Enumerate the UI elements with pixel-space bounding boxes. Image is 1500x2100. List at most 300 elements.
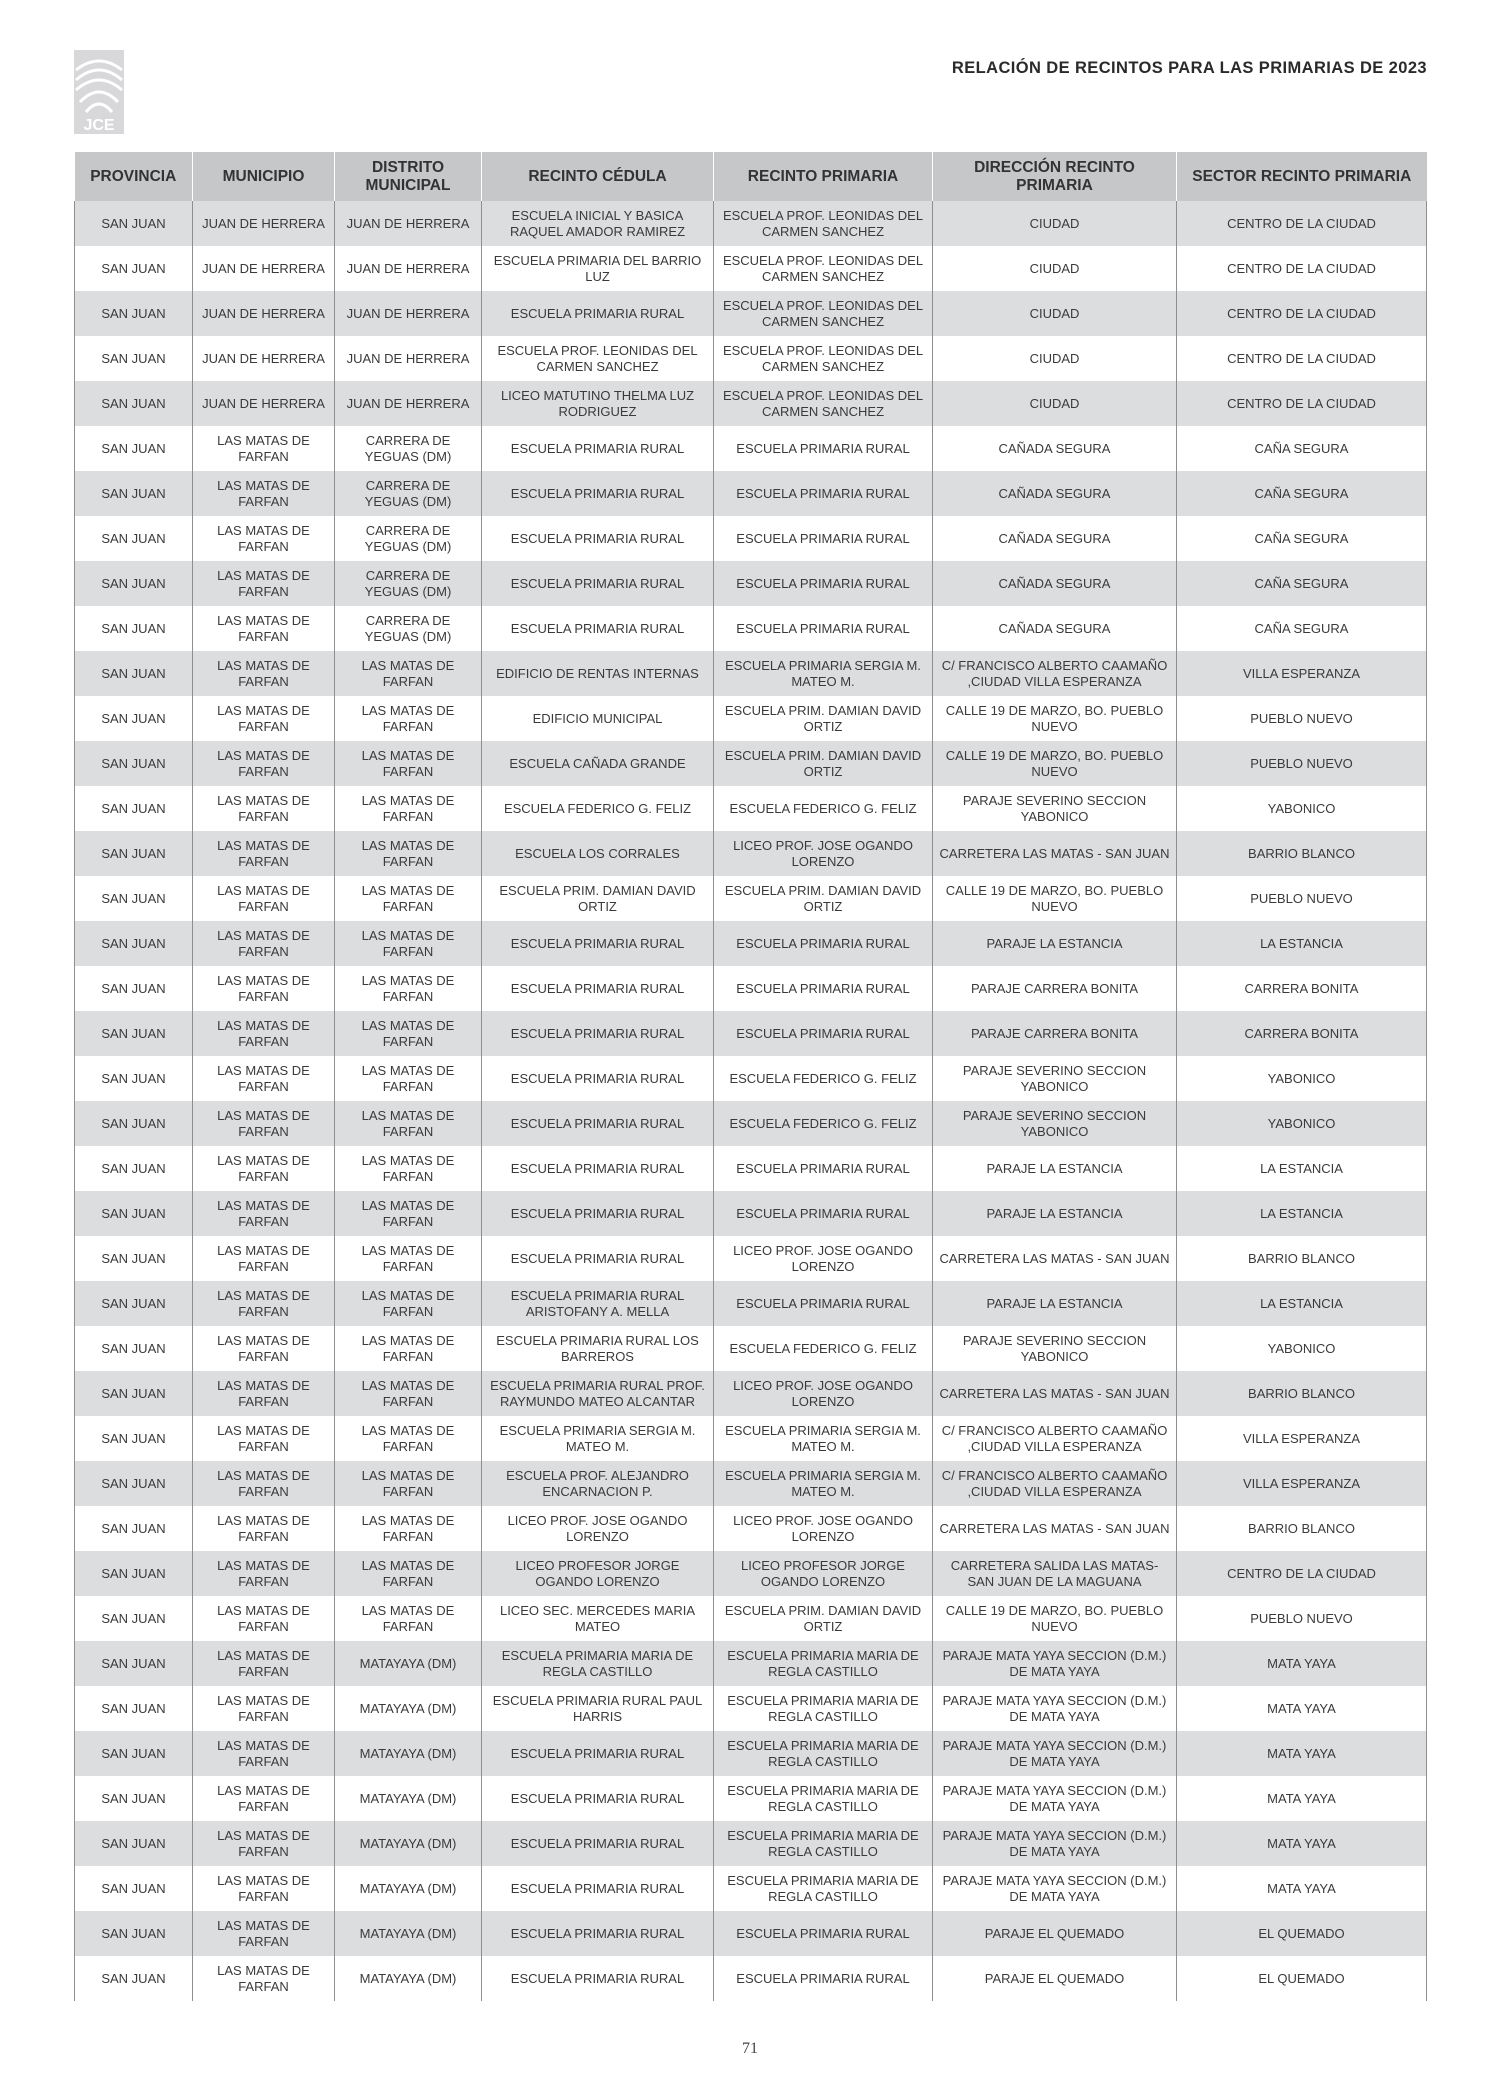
table-cell-provincia: SAN JUAN [75, 921, 193, 966]
table-cell-sector-recinto-primaria: VILLA ESPERANZA [1177, 1461, 1427, 1506]
table-cell-municipio: LAS MATAS DE FARFAN [193, 1236, 335, 1281]
table-row [75, 1146, 1427, 1191]
header-row [75, 152, 1427, 201]
table-cell-municipio: LAS MATAS DE FARFAN [193, 1506, 335, 1551]
table-row [75, 291, 1427, 336]
table-cell-sector-recinto-primaria: MATA YAYA [1177, 1641, 1427, 1686]
table-cell-distrito-municipal: LAS MATAS DE FARFAN [335, 1416, 482, 1461]
table-cell-recinto-primaria: ESCUELA PRIMARIA MARIA DE REGLA CASTILLO [714, 1866, 933, 1911]
table-row [75, 516, 1427, 561]
table-cell-municipio: LAS MATAS DE FARFAN [193, 1056, 335, 1101]
table-row [75, 336, 1427, 381]
table-cell-municipio: JUAN DE HERRERA [193, 291, 335, 336]
table-cell-provincia: SAN JUAN [75, 1011, 193, 1056]
table-cell-provincia: SAN JUAN [75, 1821, 193, 1866]
table-cell-sector-recinto-primaria: MATA YAYA [1177, 1866, 1427, 1911]
table-cell-sector-recinto-primaria: PUEBLO NUEVO [1177, 876, 1427, 921]
table-row [75, 471, 1427, 516]
table-cell-distrito-municipal: JUAN DE HERRERA [335, 201, 482, 246]
table-cell-provincia: SAN JUAN [75, 1461, 193, 1506]
table-cell-recinto-cedula: ESCUELA PRIMARIA RURAL [482, 561, 714, 606]
table-cell-recinto-cedula: ESCUELA PRIMARIA RURAL [482, 1911, 714, 1956]
table-cell-distrito-municipal: CARRERA DE YEGUAS (DM) [335, 561, 482, 606]
table-cell-distrito-municipal: LAS MATAS DE FARFAN [335, 1011, 482, 1056]
table-cell-direccion-recinto-primaria: PARAJE CARRERA BONITA [933, 966, 1177, 1011]
table-cell-recinto-primaria: ESCUELA PRIMARIA RURAL [714, 606, 933, 651]
table-cell-sector-recinto-primaria: MATA YAYA [1177, 1776, 1427, 1821]
table-cell-recinto-primaria: ESCUELA FEDERICO G. FELIZ [714, 1056, 933, 1101]
table-cell-municipio: LAS MATAS DE FARFAN [193, 1911, 335, 1956]
table-row [75, 696, 1427, 741]
table-cell-recinto-primaria: LICEO PROF. JOSE OGANDO LORENZO [714, 1506, 933, 1551]
table-cell-sector-recinto-primaria: LA ESTANCIA [1177, 1146, 1427, 1191]
table-cell-distrito-municipal: MATAYAYA (DM) [335, 1866, 482, 1911]
table-row [75, 1866, 1427, 1911]
table-cell-recinto-cedula: ESCUELA PRIMARIA RURAL [482, 291, 714, 336]
table-row [75, 651, 1427, 696]
table-row [75, 561, 1427, 606]
table-cell-distrito-municipal: MATAYAYA (DM) [335, 1641, 482, 1686]
table-cell-distrito-municipal: MATAYAYA (DM) [335, 1731, 482, 1776]
table-cell-sector-recinto-primaria: CAÑA SEGURA [1177, 426, 1427, 471]
table-cell-distrito-municipal: CARRERA DE YEGUAS (DM) [335, 426, 482, 471]
table-cell-municipio: LAS MATAS DE FARFAN [193, 471, 335, 516]
table-row [75, 1011, 1427, 1056]
table-cell-direccion-recinto-primaria: PARAJE SEVERINO SECCION YABONICO [933, 1056, 1177, 1101]
column-header-provincia: PROVINCIA [75, 152, 193, 201]
table-row [75, 1236, 1427, 1281]
table-cell-sector-recinto-primaria: YABONICO [1177, 1056, 1427, 1101]
table-cell-municipio: LAS MATAS DE FARFAN [193, 1686, 335, 1731]
table-cell-recinto-cedula: ESCUELA PRIMARIA RURAL [482, 1146, 714, 1191]
column-header-sector-recinto-primaria: SECTOR RECINTO PRIMARIA [1177, 152, 1427, 201]
table-cell-direccion-recinto-primaria: C/ FRANCISCO ALBERTO CAAMAÑO ,CIUDAD VILLA ESPERANZA [933, 1416, 1177, 1461]
table-cell-provincia: SAN JUAN [75, 516, 193, 561]
table-row [75, 1326, 1427, 1371]
table-cell-sector-recinto-primaria: CENTRO DE LA CIUDAD [1177, 381, 1427, 426]
table-cell-recinto-primaria: ESCUELA PRIMARIA RURAL [714, 1191, 933, 1236]
table-cell-sector-recinto-primaria: PUEBLO NUEVO [1177, 1596, 1427, 1641]
table-cell-direccion-recinto-primaria: CAÑADA SEGURA [933, 516, 1177, 561]
table-row [75, 426, 1427, 471]
table-cell-recinto-primaria: ESCUELA PRIM. DAMIAN DAVID ORTIZ [714, 696, 933, 741]
document-title: RELACIÓN DE RECINTOS PARA LAS PRIMARIAS DE 2023 [951, 59, 1427, 77]
table-row [75, 1686, 1427, 1731]
table-cell-sector-recinto-primaria: CAÑA SEGURA [1177, 471, 1427, 516]
table-cell-municipio: JUAN DE HERRERA [193, 201, 335, 246]
table-cell-municipio: JUAN DE HERRERA [193, 336, 335, 381]
table-row [75, 786, 1427, 831]
table-row [75, 1506, 1427, 1551]
table-cell-provincia: SAN JUAN [75, 426, 193, 471]
table-cell-recinto-primaria: ESCUELA PRIMARIA MARIA DE REGLA CASTILLO [714, 1776, 933, 1821]
jce-logo [74, 50, 124, 134]
table-cell-recinto-cedula: ESCUELA PRIM. DAMIAN DAVID ORTIZ [482, 876, 714, 921]
table-cell-recinto-primaria: LICEO PROF. JOSE OGANDO LORENZO [714, 1236, 933, 1281]
table-row [75, 966, 1427, 1011]
table-cell-recinto-cedula: ESCUELA PRIMARIA RURAL [482, 426, 714, 471]
table-cell-provincia: SAN JUAN [75, 1596, 193, 1641]
table-cell-recinto-primaria: LICEO PROF. JOSE OGANDO LORENZO [714, 831, 933, 876]
table-row [75, 1911, 1427, 1956]
table-cell-direccion-recinto-primaria: PARAJE MATA YAYA SECCION (D.M.) DE MATA YAYA [933, 1776, 1177, 1821]
table-cell-provincia: SAN JUAN [75, 1236, 193, 1281]
table-cell-recinto-primaria: ESCUELA PRIM. DAMIAN DAVID ORTIZ [714, 741, 933, 786]
table-cell-distrito-municipal: MATAYAYA (DM) [335, 1821, 482, 1866]
table-cell-recinto-primaria: ESCUELA PROF. LEONIDAS DEL CARMEN SANCHEZ [714, 291, 933, 336]
table-cell-direccion-recinto-primaria: PARAJE EL QUEMADO [933, 1911, 1177, 1956]
table-cell-distrito-municipal: LAS MATAS DE FARFAN [335, 1056, 482, 1101]
table-cell-recinto-primaria: ESCUELA PRIMARIA RURAL [714, 1911, 933, 1956]
table-cell-municipio: LAS MATAS DE FARFAN [193, 1731, 335, 1776]
table-cell-direccion-recinto-primaria: CIUDAD [933, 291, 1177, 336]
table-cell-direccion-recinto-primaria: PARAJE SEVERINO SECCION YABONICO [933, 1101, 1177, 1146]
table-cell-municipio: LAS MATAS DE FARFAN [193, 426, 335, 471]
table-cell-municipio: LAS MATAS DE FARFAN [193, 741, 335, 786]
table-cell-sector-recinto-primaria: MATA YAYA [1177, 1686, 1427, 1731]
table-cell-sector-recinto-primaria: LA ESTANCIA [1177, 1281, 1427, 1326]
page-number: 71 [742, 2040, 758, 2057]
table-cell-distrito-municipal: LAS MATAS DE FARFAN [335, 1236, 482, 1281]
table-cell-provincia: SAN JUAN [75, 1641, 193, 1686]
table-cell-recinto-cedula: ESCUELA CAÑADA GRANDE [482, 741, 714, 786]
table-header [75, 152, 1427, 201]
table-cell-municipio: LAS MATAS DE FARFAN [193, 1146, 335, 1191]
table-cell-municipio: LAS MATAS DE FARFAN [193, 1596, 335, 1641]
table-cell-sector-recinto-primaria: CENTRO DE LA CIUDAD [1177, 246, 1427, 291]
table-cell-sector-recinto-primaria: LA ESTANCIA [1177, 921, 1427, 966]
table-cell-distrito-municipal: LAS MATAS DE FARFAN [335, 1191, 482, 1236]
table-cell-recinto-primaria: ESCUELA PRIM. DAMIAN DAVID ORTIZ [714, 876, 933, 921]
table-cell-sector-recinto-primaria: MATA YAYA [1177, 1731, 1427, 1776]
table-cell-direccion-recinto-primaria: CAÑADA SEGURA [933, 426, 1177, 471]
table-cell-provincia: SAN JUAN [75, 651, 193, 696]
table-cell-recinto-primaria: ESCUELA PRIMARIA MARIA DE REGLA CASTILLO [714, 1686, 933, 1731]
table-cell-recinto-cedula: EDIFICIO DE RENTAS INTERNAS [482, 651, 714, 696]
table-cell-recinto-primaria: ESCUELA PRIMARIA RURAL [714, 1146, 933, 1191]
table-row [75, 741, 1427, 786]
table-cell-sector-recinto-primaria: CENTRO DE LA CIUDAD [1177, 201, 1427, 246]
table-cell-direccion-recinto-primaria: CAÑADA SEGURA [933, 561, 1177, 606]
table-cell-municipio: LAS MATAS DE FARFAN [193, 1776, 335, 1821]
table-cell-provincia: SAN JUAN [75, 1146, 193, 1191]
table-cell-sector-recinto-primaria: EL QUEMADO [1177, 1911, 1427, 1956]
table-cell-municipio: LAS MATAS DE FARFAN [193, 1641, 335, 1686]
table-cell-sector-recinto-primaria: CARRERA BONITA [1177, 1011, 1427, 1056]
table-cell-municipio: LAS MATAS DE FARFAN [193, 1011, 335, 1056]
table-cell-provincia: SAN JUAN [75, 381, 193, 426]
table-cell-provincia: SAN JUAN [75, 1281, 193, 1326]
table-row [75, 1191, 1427, 1236]
table-cell-recinto-primaria: ESCUELA PRIMARIA RURAL [714, 966, 933, 1011]
table-cell-sector-recinto-primaria: EL QUEMADO [1177, 1956, 1427, 2001]
table-cell-distrito-municipal: LAS MATAS DE FARFAN [335, 831, 482, 876]
table-cell-distrito-municipal: LAS MATAS DE FARFAN [335, 1326, 482, 1371]
table-cell-provincia: SAN JUAN [75, 1101, 193, 1146]
table-cell-municipio: LAS MATAS DE FARFAN [193, 1866, 335, 1911]
table-cell-provincia: SAN JUAN [75, 1686, 193, 1731]
table-cell-recinto-cedula: ESCUELA PRIMARIA SERGIA M. MATEO M. [482, 1416, 714, 1461]
table-cell-distrito-municipal: CARRERA DE YEGUAS (DM) [335, 606, 482, 651]
table-cell-recinto-primaria: ESCUELA PROF. LEONIDAS DEL CARMEN SANCHEZ [714, 381, 933, 426]
table-row [75, 1731, 1427, 1776]
table-cell-provincia: SAN JUAN [75, 1191, 193, 1236]
table-cell-direccion-recinto-primaria: PARAJE MATA YAYA SECCION (D.M.) DE MATA YAYA [933, 1731, 1177, 1776]
table-cell-distrito-municipal: LAS MATAS DE FARFAN [335, 1596, 482, 1641]
table-cell-distrito-municipal: LAS MATAS DE FARFAN [335, 1371, 482, 1416]
table-cell-sector-recinto-primaria: CAÑA SEGURA [1177, 516, 1427, 561]
table-cell-recinto-primaria: ESCUELA PRIMARIA RURAL [714, 516, 933, 561]
table-cell-municipio: LAS MATAS DE FARFAN [193, 1281, 335, 1326]
table-cell-recinto-cedula: ESCUELA PRIMARIA RURAL [482, 1011, 714, 1056]
table-cell-municipio: LAS MATAS DE FARFAN [193, 876, 335, 921]
table-cell-direccion-recinto-primaria: PARAJE MATA YAYA SECCION (D.M.) DE MATA YAYA [933, 1641, 1177, 1686]
recintos-table-container [74, 152, 1426, 2001]
table-row [75, 876, 1427, 921]
table-cell-provincia: SAN JUAN [75, 1551, 193, 1596]
table-cell-direccion-recinto-primaria: PARAJE MATA YAYA SECCION (D.M.) DE MATA YAYA [933, 1686, 1177, 1731]
table-cell-distrito-municipal: LAS MATAS DE FARFAN [335, 741, 482, 786]
table-cell-provincia: SAN JUAN [75, 561, 193, 606]
table-cell-sector-recinto-primaria: YABONICO [1177, 1326, 1427, 1371]
table-cell-municipio: LAS MATAS DE FARFAN [193, 1191, 335, 1236]
table-row [75, 1551, 1427, 1596]
jce-logo-mark [74, 50, 124, 134]
table-cell-recinto-cedula: ESCUELA PRIMARIA RURAL [482, 606, 714, 651]
table-cell-municipio: LAS MATAS DE FARFAN [193, 561, 335, 606]
table-row [75, 831, 1427, 876]
table-cell-municipio: LAS MATAS DE FARFAN [193, 1956, 335, 2001]
table-cell-recinto-primaria: ESCUELA PRIMARIA SERGIA M. MATEO M. [714, 1461, 933, 1506]
table-cell-distrito-municipal: LAS MATAS DE FARFAN [335, 651, 482, 696]
table-cell-provincia: SAN JUAN [75, 1326, 193, 1371]
table-cell-distrito-municipal: CARRERA DE YEGUAS (DM) [335, 516, 482, 561]
table-row [75, 921, 1427, 966]
table-cell-sector-recinto-primaria: CENTRO DE LA CIUDAD [1177, 336, 1427, 381]
table-cell-sector-recinto-primaria: YABONICO [1177, 1101, 1427, 1146]
table-cell-recinto-cedula: ESCUELA INICIAL Y BASICA RAQUEL AMADOR RAMIREZ [482, 201, 714, 246]
table-cell-municipio: LAS MATAS DE FARFAN [193, 1821, 335, 1866]
table-row [75, 1461, 1427, 1506]
table-cell-distrito-municipal: LAS MATAS DE FARFAN [335, 876, 482, 921]
table-row [75, 1776, 1427, 1821]
table-cell-provincia: SAN JUAN [75, 1776, 193, 1821]
table-cell-sector-recinto-primaria: LA ESTANCIA [1177, 1191, 1427, 1236]
table-cell-sector-recinto-primaria: CAÑA SEGURA [1177, 561, 1427, 606]
table-cell-sector-recinto-primaria: PUEBLO NUEVO [1177, 696, 1427, 741]
table-cell-provincia: SAN JUAN [75, 246, 193, 291]
table-cell-recinto-primaria: ESCUELA PRIMARIA RURAL [714, 426, 933, 471]
recintos-table [74, 152, 1427, 2001]
table-cell-provincia: SAN JUAN [75, 786, 193, 831]
table-cell-sector-recinto-primaria: BARRIO BLANCO [1177, 831, 1427, 876]
table-row [75, 1101, 1427, 1146]
table-cell-recinto-primaria: ESCUELA PROF. LEONIDAS DEL CARMEN SANCHEZ [714, 336, 933, 381]
table-row [75, 1641, 1427, 1686]
table-cell-distrito-municipal: MATAYAYA (DM) [335, 1776, 482, 1821]
table-cell-recinto-primaria: LICEO PROF. JOSE OGANDO LORENZO [714, 1371, 933, 1416]
table-cell-direccion-recinto-primaria: CALLE 19 DE MARZO, BO. PUEBLO NUEVO [933, 876, 1177, 921]
table-cell-recinto-cedula: ESCUELA PRIMARIA RURAL [482, 1866, 714, 1911]
table-cell-recinto-cedula: ESCUELA PRIMARIA RURAL [482, 1731, 714, 1776]
table-row [75, 1416, 1427, 1461]
table-cell-recinto-cedula: ESCUELA PROF. LEONIDAS DEL CARMEN SANCHEZ [482, 336, 714, 381]
table-cell-recinto-cedula: ESCUELA PRIMARIA RURAL [482, 1236, 714, 1281]
table-cell-recinto-cedula: ESCUELA PRIMARIA RURAL [482, 471, 714, 516]
table-cell-municipio: LAS MATAS DE FARFAN [193, 1461, 335, 1506]
table-cell-direccion-recinto-primaria: CIUDAD [933, 381, 1177, 426]
table-cell-recinto-cedula: ESCUELA FEDERICO G. FELIZ [482, 786, 714, 831]
table-cell-distrito-municipal: LAS MATAS DE FARFAN [335, 921, 482, 966]
table-cell-provincia: SAN JUAN [75, 741, 193, 786]
column-header-direccion-recinto-primaria: DIRECCIÓN RECINTO PRIMARIA [933, 152, 1177, 201]
table-cell-distrito-municipal: MATAYAYA (DM) [335, 1956, 482, 2001]
table-row [75, 1281, 1427, 1326]
table-row [75, 246, 1427, 291]
table-cell-recinto-cedula: ESCUELA PRIMARIA RURAL LOS BARREROS [482, 1326, 714, 1371]
column-header-recinto-cedula: RECINTO CÉDULA [482, 152, 714, 201]
table-cell-recinto-cedula: ESCUELA PRIMARIA RURAL [482, 966, 714, 1011]
table-cell-direccion-recinto-primaria: PARAJE SEVERINO SECCION YABONICO [933, 1326, 1177, 1371]
table-cell-sector-recinto-primaria: BARRIO BLANCO [1177, 1506, 1427, 1551]
table-cell-recinto-primaria: ESCUELA PRIMARIA RURAL [714, 561, 933, 606]
table-cell-distrito-municipal: LAS MATAS DE FARFAN [335, 786, 482, 831]
table-cell-municipio: JUAN DE HERRERA [193, 246, 335, 291]
table-cell-provincia: SAN JUAN [75, 471, 193, 516]
table-cell-recinto-cedula: LICEO PROFESOR JORGE OGANDO LORENZO [482, 1551, 714, 1596]
table-cell-recinto-primaria: ESCUELA PRIMARIA RURAL [714, 1956, 933, 2001]
table-cell-recinto-cedula: ESCUELA PRIMARIA RURAL [482, 516, 714, 561]
table-cell-distrito-municipal: JUAN DE HERRERA [335, 336, 482, 381]
table-cell-sector-recinto-primaria: CAÑA SEGURA [1177, 606, 1427, 651]
table-cell-direccion-recinto-primaria: PARAJE LA ESTANCIA [933, 1191, 1177, 1236]
table-cell-provincia: SAN JUAN [75, 1956, 193, 2001]
table-cell-recinto-cedula: LICEO MATUTINO THELMA LUZ RODRIGUEZ [482, 381, 714, 426]
table-cell-recinto-cedula: EDIFICIO MUNICIPAL [482, 696, 714, 741]
table-cell-recinto-primaria: ESCUELA PRIMARIA SERGIA M. MATEO M. [714, 651, 933, 696]
table-cell-recinto-cedula: ESCUELA LOS CORRALES [482, 831, 714, 876]
table-cell-municipio: LAS MATAS DE FARFAN [193, 1101, 335, 1146]
table-cell-direccion-recinto-primaria: CIUDAD [933, 201, 1177, 246]
table-cell-direccion-recinto-primaria: PARAJE CARRERA BONITA [933, 1011, 1177, 1056]
table-cell-distrito-municipal: LAS MATAS DE FARFAN [335, 1506, 482, 1551]
table-cell-direccion-recinto-primaria: CIUDAD [933, 246, 1177, 291]
table-cell-distrito-municipal: JUAN DE HERRERA [335, 381, 482, 426]
table-cell-recinto-primaria: ESCUELA PRIMARIA RURAL [714, 471, 933, 516]
table-cell-distrito-municipal: JUAN DE HERRERA [335, 291, 482, 336]
column-header-recinto-primaria: RECINTO PRIMARIA [714, 152, 933, 201]
table-cell-recinto-primaria: LICEO PROFESOR JORGE OGANDO LORENZO [714, 1551, 933, 1596]
table-cell-municipio: LAS MATAS DE FARFAN [193, 831, 335, 876]
table-cell-provincia: SAN JUAN [75, 696, 193, 741]
table-cell-recinto-cedula: ESCUELA PRIMARIA RURAL PAUL HARRIS [482, 1686, 714, 1731]
table-row [75, 381, 1427, 426]
table-row [75, 1371, 1427, 1416]
table-cell-recinto-primaria: ESCUELA PROF. LEONIDAS DEL CARMEN SANCHEZ [714, 246, 933, 291]
table-row [75, 1596, 1427, 1641]
table-cell-distrito-municipal: MATAYAYA (DM) [335, 1686, 482, 1731]
table-cell-recinto-cedula: ESCUELA PROF. ALEJANDRO ENCARNACION P. [482, 1461, 714, 1506]
table-cell-municipio: LAS MATAS DE FARFAN [193, 921, 335, 966]
table-cell-distrito-municipal: LAS MATAS DE FARFAN [335, 1146, 482, 1191]
table-cell-municipio: LAS MATAS DE FARFAN [193, 786, 335, 831]
table-cell-distrito-municipal: CARRERA DE YEGUAS (DM) [335, 471, 482, 516]
table-cell-distrito-municipal: LAS MATAS DE FARFAN [335, 1461, 482, 1506]
table-cell-municipio: LAS MATAS DE FARFAN [193, 1551, 335, 1596]
table-cell-sector-recinto-primaria: VILLA ESPERANZA [1177, 651, 1427, 696]
table-cell-provincia: SAN JUAN [75, 831, 193, 876]
table-cell-provincia: SAN JUAN [75, 291, 193, 336]
table-cell-sector-recinto-primaria: CARRERA BONITA [1177, 966, 1427, 1011]
table-cell-recinto-primaria: ESCUELA PRIM. DAMIAN DAVID ORTIZ [714, 1596, 933, 1641]
table-cell-provincia: SAN JUAN [75, 1371, 193, 1416]
table-cell-recinto-cedula: ESCUELA PRIMARIA MARIA DE REGLA CASTILLO [482, 1641, 714, 1686]
table-cell-direccion-recinto-primaria: CIUDAD [933, 336, 1177, 381]
table-cell-direccion-recinto-primaria: PARAJE MATA YAYA SECCION (D.M.) DE MATA YAYA [933, 1821, 1177, 1866]
table-cell-recinto-cedula: ESCUELA PRIMARIA RURAL ARISTOFANY A. MELLA [482, 1281, 714, 1326]
table-cell-recinto-cedula: ESCUELA PRIMARIA RURAL [482, 1191, 714, 1236]
table-cell-direccion-recinto-primaria: CARRETERA LAS MATAS - SAN JUAN [933, 1236, 1177, 1281]
table-row [75, 1956, 1427, 2001]
table-cell-municipio: JUAN DE HERRERA [193, 381, 335, 426]
table-cell-direccion-recinto-primaria: C/ FRANCISCO ALBERTO CAAMAÑO ,CIUDAD VILLA ESPERANZA [933, 651, 1177, 696]
table-cell-direccion-recinto-primaria: PARAJE SEVERINO SECCION YABONICO [933, 786, 1177, 831]
table-cell-sector-recinto-primaria: CENTRO DE LA CIUDAD [1177, 1551, 1427, 1596]
table-cell-sector-recinto-primaria: PUEBLO NUEVO [1177, 741, 1427, 786]
logo-text: JCE [83, 117, 115, 134]
table-cell-direccion-recinto-primaria: CAÑADA SEGURA [933, 471, 1177, 516]
table-cell-recinto-primaria: ESCUELA PRIMARIA RURAL [714, 1281, 933, 1326]
table-cell-recinto-primaria: ESCUELA PRIMARIA RURAL [714, 921, 933, 966]
table-cell-recinto-primaria: ESCUELA PROF. LEONIDAS DEL CARMEN SANCHEZ [714, 201, 933, 246]
table-cell-provincia: SAN JUAN [75, 1731, 193, 1776]
table-cell-provincia: SAN JUAN [75, 606, 193, 651]
table-cell-recinto-primaria: ESCUELA PRIMARIA MARIA DE REGLA CASTILLO [714, 1731, 933, 1776]
table-cell-provincia: SAN JUAN [75, 1056, 193, 1101]
table-cell-recinto-cedula: ESCUELA PRIMARIA RURAL [482, 1101, 714, 1146]
column-header-distrito-municipal: DISTRITO MUNICIPAL [335, 152, 482, 201]
table-cell-direccion-recinto-primaria: PARAJE LA ESTANCIA [933, 1281, 1177, 1326]
table-cell-direccion-recinto-primaria: CALLE 19 DE MARZO, BO. PUEBLO NUEVO [933, 696, 1177, 741]
table-row [75, 1056, 1427, 1101]
table-cell-direccion-recinto-primaria: CARRETERA LAS MATAS - SAN JUAN [933, 1371, 1177, 1416]
table-cell-recinto-cedula: ESCUELA PRIMARIA RURAL [482, 1056, 714, 1101]
table-cell-distrito-municipal: LAS MATAS DE FARFAN [335, 696, 482, 741]
table-cell-direccion-recinto-primaria: CARRETERA LAS MATAS - SAN JUAN [933, 831, 1177, 876]
table-cell-distrito-municipal: LAS MATAS DE FARFAN [335, 1551, 482, 1596]
table-cell-recinto-primaria: ESCUELA FEDERICO G. FELIZ [714, 786, 933, 831]
table-cell-direccion-recinto-primaria: CARRETERA SALIDA LAS MATAS-SAN JUAN DE LA MAGUANA [933, 1551, 1177, 1596]
table-cell-direccion-recinto-primaria: PARAJE LA ESTANCIA [933, 921, 1177, 966]
table-cell-municipio: LAS MATAS DE FARFAN [193, 1371, 335, 1416]
column-header-municipio: MUNICIPIO [193, 152, 335, 201]
table-cell-provincia: SAN JUAN [75, 201, 193, 246]
table-cell-direccion-recinto-primaria: CAÑADA SEGURA [933, 606, 1177, 651]
table-cell-municipio: LAS MATAS DE FARFAN [193, 651, 335, 696]
table-cell-distrito-municipal: JUAN DE HERRERA [335, 246, 482, 291]
table-cell-sector-recinto-primaria: MATA YAYA [1177, 1821, 1427, 1866]
table-cell-municipio: LAS MATAS DE FARFAN [193, 966, 335, 1011]
table-cell-recinto-primaria: ESCUELA PRIMARIA SERGIA M. MATEO M. [714, 1416, 933, 1461]
table-cell-municipio: LAS MATAS DE FARFAN [193, 516, 335, 561]
table-cell-recinto-cedula: ESCUELA PRIMARIA RURAL PROF. RAYMUNDO MATEO ALCANTAR [482, 1371, 714, 1416]
table-cell-recinto-cedula: LICEO PROF. JOSE OGANDO LORENZO [482, 1506, 714, 1551]
table-cell-municipio: LAS MATAS DE FARFAN [193, 696, 335, 741]
table-cell-provincia: SAN JUAN [75, 1416, 193, 1461]
table-cell-recinto-cedula: LICEO SEC. MERCEDES MARIA MATEO [482, 1596, 714, 1641]
table-cell-provincia: SAN JUAN [75, 1866, 193, 1911]
table-cell-recinto-cedula: ESCUELA PRIMARIA RURAL [482, 1776, 714, 1821]
